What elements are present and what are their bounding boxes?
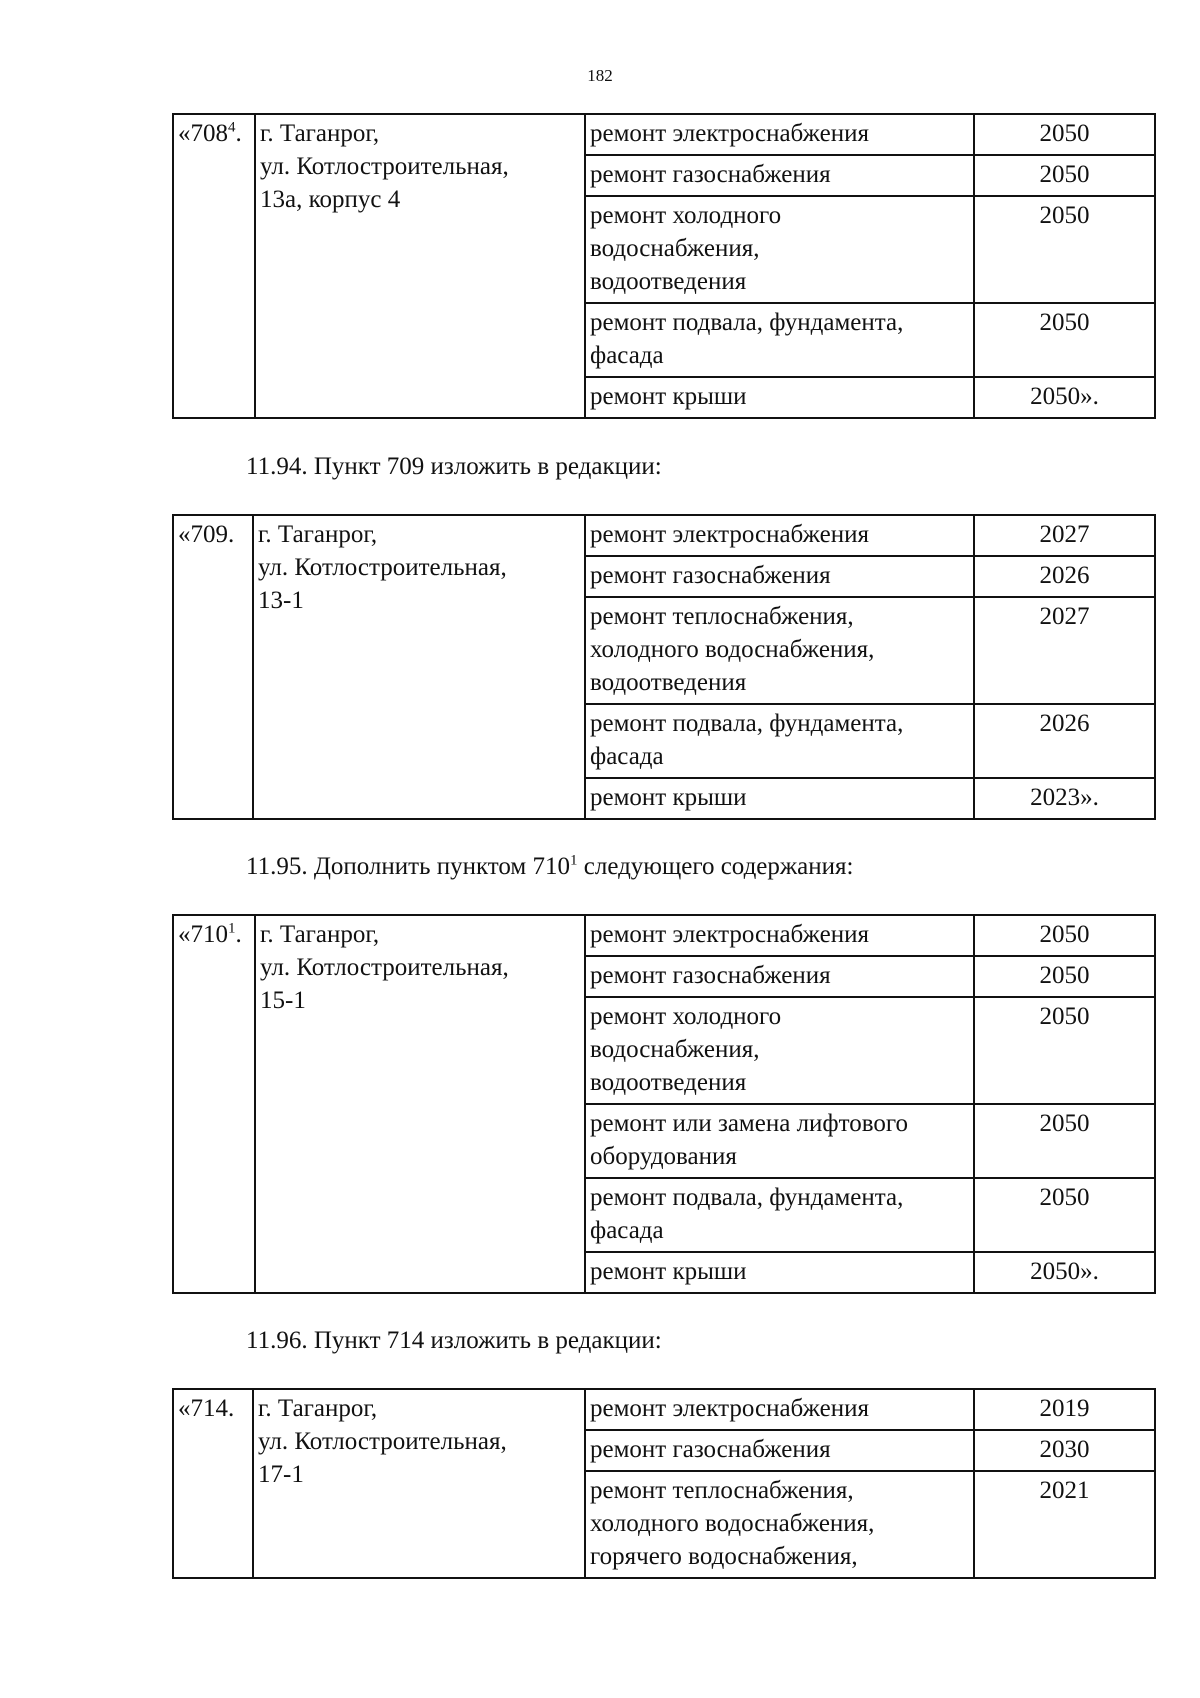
item-number-tail: .: [235, 921, 242, 948]
work-type-cell: ремонт подвала, фундамента, фасада: [585, 704, 974, 778]
item-number: [173, 1389, 253, 1578]
page-number: 182: [587, 66, 613, 85]
year-cell: 2050».: [974, 1252, 1155, 1293]
work-type-cell: ремонт или замена лифтового оборудования: [585, 1104, 974, 1178]
year-cell: 2050: [974, 196, 1155, 303]
year-cell: 2023».: [974, 778, 1155, 819]
year-cell: 2026: [974, 704, 1155, 778]
paragraph-11-96: 11.96. Пункт 714 изложить в редакции:: [246, 1327, 662, 1354]
year-cell: 2050: [974, 1104, 1155, 1178]
paragraph-11-95-post: следующего содержания:: [577, 853, 854, 880]
year-cell: 2019: [974, 1389, 1155, 1430]
register-table-708-4: [172, 113, 1156, 419]
year-cell: 2050».: [974, 377, 1155, 418]
work-type-cell: ремонт теплоснабжения, холодного водоснабжения, горячего водоснабжения,: [585, 1471, 974, 1578]
year-cell: 2021: [974, 1471, 1155, 1578]
address-cell: [253, 515, 585, 819]
year-cell: 2050: [974, 997, 1155, 1104]
paragraph-11-95: [246, 850, 853, 883]
year-cell: 2050: [974, 114, 1155, 155]
address-line: ул. Котлостроительная,: [258, 554, 507, 581]
work-type-cell: ремонт электроснабжения: [585, 1389, 974, 1430]
address-line: г. Таганрог,: [258, 1395, 378, 1422]
address-line: 13-1: [258, 587, 304, 614]
year-cell: 2050: [974, 155, 1155, 196]
item-number: [173, 114, 255, 418]
work-type-cell: ремонт электроснабжения: [585, 114, 974, 155]
work-type-cell: ремонт крыши: [585, 1252, 974, 1293]
register-table-714: [172, 1388, 1156, 1579]
year-cell: 2027: [974, 597, 1155, 704]
work-type-cell: ремонт подвала, фундамента, фасада: [585, 1178, 974, 1252]
item-number-superscript: 1: [228, 920, 236, 937]
register-table-710-1: [172, 914, 1156, 1294]
work-type-cell: ремонт газоснабжения: [585, 956, 974, 997]
address-cell: [253, 1389, 585, 1578]
address-line: г. Таганрог,: [260, 921, 380, 948]
work-type-cell: ремонт крыши: [585, 778, 974, 819]
year-cell: 2050: [974, 303, 1155, 377]
table-row: [173, 915, 1155, 956]
work-type-cell: ремонт электроснабжения: [585, 915, 974, 956]
item-number-main: «708: [178, 120, 228, 147]
item-number-tail: .: [235, 120, 242, 147]
table-row: [173, 515, 1155, 556]
item-number: [173, 915, 255, 1293]
year-cell: 2027: [974, 515, 1155, 556]
year-cell: 2050: [974, 1178, 1155, 1252]
item-number-main: «710: [178, 921, 228, 948]
address-cell: [255, 114, 585, 418]
work-type-cell: ремонт теплоснабжения, холодного водоснабжения, водоотведения: [585, 597, 974, 704]
paragraph-11-95-pre: 11.95. Дополнить пунктом 710: [246, 853, 570, 880]
register-table-709: [172, 514, 1156, 820]
work-type-cell: ремонт газоснабжения: [585, 1430, 974, 1471]
table-row: [173, 1389, 1155, 1430]
item-number-superscript: 4: [228, 119, 236, 136]
table-row: [173, 114, 1155, 155]
address-line: г. Таганрог,: [260, 120, 380, 147]
address-cell: [255, 915, 585, 1293]
work-type-cell: ремонт холодного водоснабжения, водоотведения: [585, 196, 974, 303]
year-cell: 2030: [974, 1430, 1155, 1471]
work-type-cell: ремонт газоснабжения: [585, 556, 974, 597]
year-cell: 2026: [974, 556, 1155, 597]
work-type-cell: ремонт подвала, фундамента, фасада: [585, 303, 974, 377]
address-line: ул. Котлостроительная,: [260, 954, 509, 981]
paragraph-11-94: 11.94. Пункт 709 изложить в редакции:: [246, 453, 662, 480]
work-type-cell: ремонт крыши: [585, 377, 974, 418]
address-line: 15-1: [260, 987, 306, 1014]
year-cell: 2050: [974, 956, 1155, 997]
work-type-cell: ремонт газоснабжения: [585, 155, 974, 196]
year-cell: 2050: [974, 915, 1155, 956]
item-number-main: «714.: [178, 1395, 235, 1422]
item-number-main: «709.: [178, 521, 235, 548]
paragraph-11-95-sup: 1: [570, 852, 578, 869]
work-type-cell: ремонт холодного водоснабжения, водоотведения: [585, 997, 974, 1104]
address-line: 17-1: [258, 1461, 304, 1488]
item-number: [173, 515, 253, 819]
address-line: 13а, корпус 4: [260, 186, 401, 213]
address-line: ул. Котлостроительная,: [260, 153, 509, 180]
work-type-cell: ремонт электроснабжения: [585, 515, 974, 556]
address-line: г. Таганрог,: [258, 521, 378, 548]
address-line: ул. Котлостроительная,: [258, 1428, 507, 1455]
